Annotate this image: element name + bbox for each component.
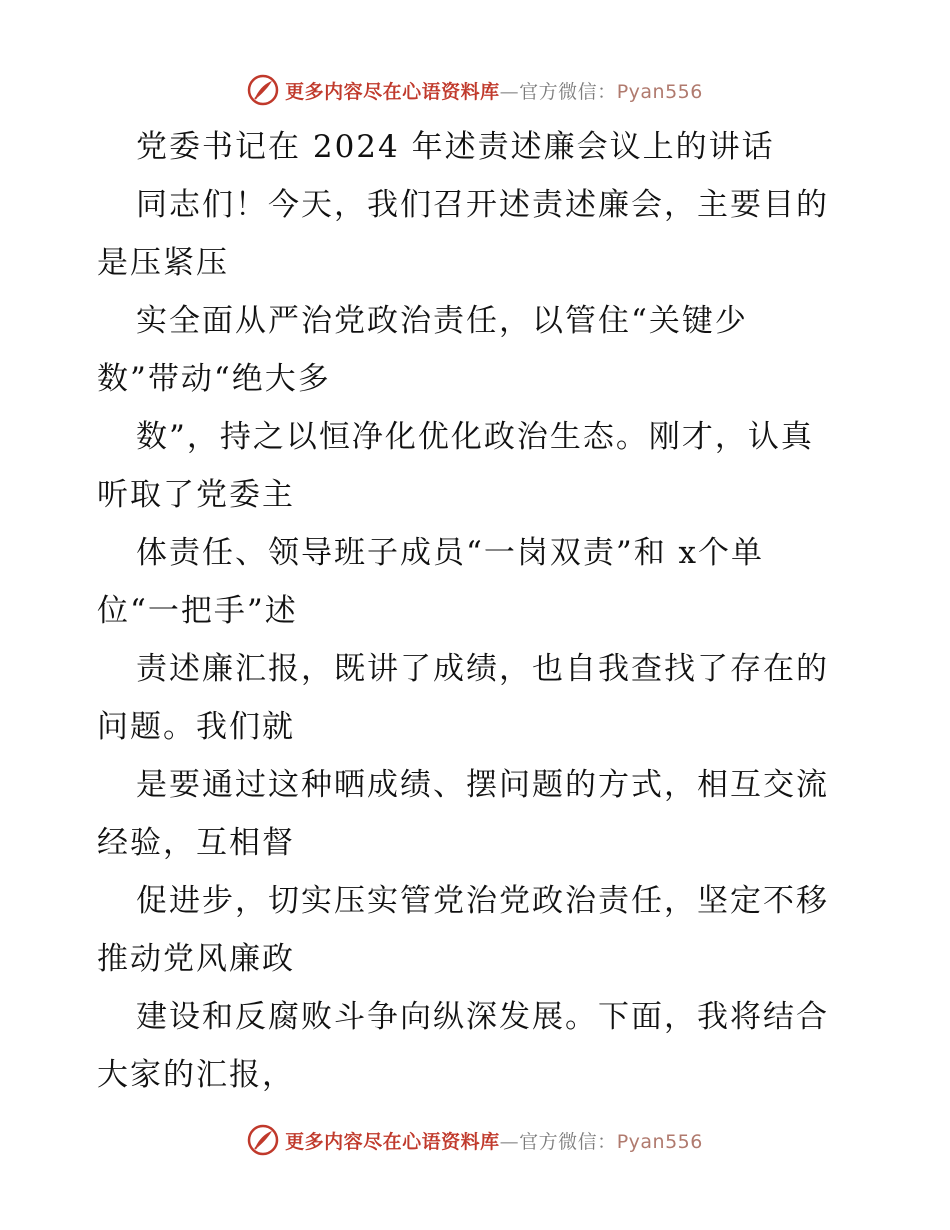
text-line: 问题。我们就: [97, 709, 295, 745]
banner-separator: —: [499, 80, 520, 103]
document-title: 党委书记在 2024 年述责述廉会议上的讲话: [136, 129, 775, 165]
text-line: 是压紧压: [97, 245, 229, 281]
text-line: 责述廉汇报，既讲了成绩，也自我查找了存在的: [136, 651, 829, 687]
banner-prefix: 更多内容尽在心语资料库: [285, 1130, 500, 1153]
text-line: 体责任、领导班子成员“一岗双责”和 x个单: [136, 535, 765, 571]
document-body: [97, 118, 867, 1104]
text-line: 经验，互相督: [97, 825, 295, 861]
banner-wechat-label: 官方微信：: [519, 80, 617, 103]
text-line: 促进步，切实压实管党治党政治责任，坚定不移: [136, 883, 829, 919]
banner-wechat-id: Pyan556: [616, 80, 703, 103]
banner-wechat-id: Pyan556: [616, 1130, 703, 1153]
banner-wechat-label: 官方微信：: [519, 1130, 617, 1153]
text-line: 实全面从严治党政治责任，以管住“关键少: [136, 303, 748, 339]
header-banner: [0, 70, 950, 110]
text-line: 建设和反腐败斗争向纵深发展。下面，我将结合: [136, 999, 829, 1035]
banner-text: [285, 1127, 703, 1154]
text-line: 数”带动“绝大多: [97, 361, 331, 397]
banner-text: [285, 77, 703, 104]
banner-separator: —: [499, 1130, 520, 1153]
text-line: 数”，持之以恒净化优化政治生态。刚才，认真: [136, 419, 814, 455]
text-line: 听取了党委主: [97, 477, 295, 513]
text-line: 大家的汇报，: [97, 1057, 295, 1093]
text-line: 推动党风廉政: [97, 941, 295, 977]
text-line: 同志们！今天，我们召开述责述廉会，主要目的: [136, 187, 829, 223]
banner-prefix: 更多内容尽在心语资料库: [285, 80, 500, 103]
footer-banner: [0, 1120, 950, 1160]
text-line: 位“一把手”述: [97, 593, 298, 629]
text-line: 是要通过这种晒成绩、摆问题的方式，相互交流: [136, 767, 829, 803]
quill-logo-icon: [247, 74, 279, 106]
quill-logo-icon: [247, 1124, 279, 1156]
